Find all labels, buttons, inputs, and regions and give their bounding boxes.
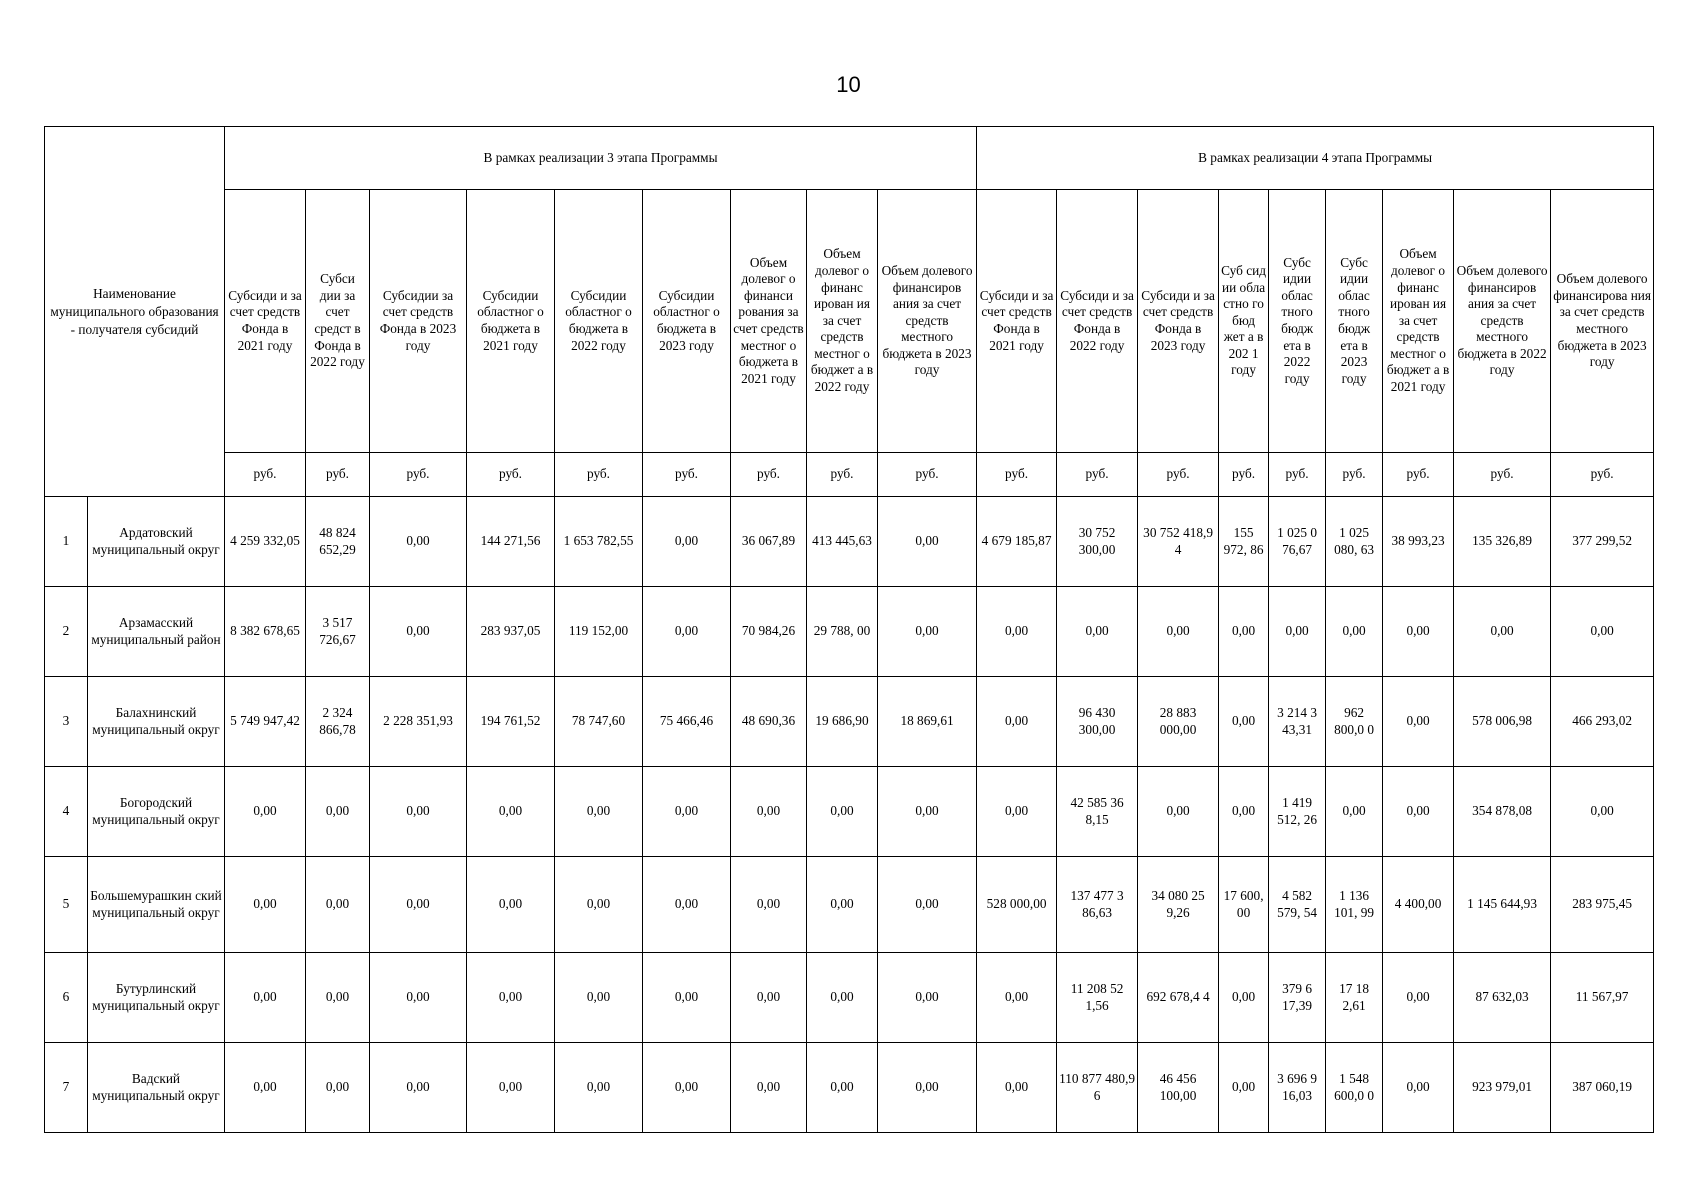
- value-cell: 0,00: [1138, 587, 1219, 677]
- value-cell: 78 747,60: [555, 677, 643, 767]
- row-number: 4: [45, 767, 88, 857]
- column-header-13: Суб сид ии обла стно го бюд жет а в 202 1 году: [1219, 190, 1269, 453]
- value-cell: 0,00: [878, 767, 977, 857]
- value-cell: 0,00: [225, 1043, 306, 1133]
- unit-cell-15: руб.: [1326, 453, 1383, 497]
- unit-cell-12: руб.: [1138, 453, 1219, 497]
- value-cell: 1 025 080, 63: [1326, 497, 1383, 587]
- value-cell: 0,00: [977, 767, 1057, 857]
- value-cell: 48 824 652,29: [306, 497, 370, 587]
- value-cell: 0,00: [370, 497, 467, 587]
- column-header-1: Субсиди и за счет средств Фонда в 2021 году: [225, 190, 306, 453]
- value-cell: 155 972, 86: [1219, 497, 1269, 587]
- value-cell: 4 679 185,87: [977, 497, 1057, 587]
- value-cell: 1 653 782,55: [555, 497, 643, 587]
- value-cell: 119 152,00: [555, 587, 643, 677]
- value-cell: 354 878,08: [1454, 767, 1551, 857]
- value-cell: 18 869,61: [878, 677, 977, 767]
- value-cell: 0,00: [1269, 587, 1326, 677]
- unit-cell-16: руб.: [1383, 453, 1454, 497]
- value-cell: 0,00: [643, 1043, 731, 1133]
- column-header-12: Субсиди и за счет средств Фонда в 2023 году: [1138, 190, 1219, 453]
- table-row: [45, 767, 1654, 857]
- row-number: 5: [45, 857, 88, 953]
- value-cell: 3 517 726,67: [306, 587, 370, 677]
- value-cell: 0,00: [1219, 767, 1269, 857]
- value-cell: 0,00: [731, 953, 807, 1043]
- row-number: 1: [45, 497, 88, 587]
- column-header-4: Субсидии областног о бюджета в 2021 году: [467, 190, 555, 453]
- row-number: 6: [45, 953, 88, 1043]
- value-cell: 30 752 300,00: [1057, 497, 1138, 587]
- value-cell: 11 567,97: [1551, 953, 1654, 1043]
- value-cell: 0,00: [306, 767, 370, 857]
- value-cell: 3 214 3 43,31: [1269, 677, 1326, 767]
- value-cell: 34 080 25 9,26: [1138, 857, 1219, 953]
- value-cell: 0,00: [467, 953, 555, 1043]
- value-cell: 0,00: [225, 857, 306, 953]
- value-cell: 0,00: [977, 677, 1057, 767]
- table-row: [45, 953, 1654, 1043]
- value-cell: 0,00: [467, 1043, 555, 1133]
- value-cell: 1 145 644,93: [1454, 857, 1551, 953]
- value-cell: 0,00: [643, 587, 731, 677]
- value-cell: 0,00: [643, 857, 731, 953]
- value-cell: 0,00: [370, 587, 467, 677]
- value-cell: 0,00: [1551, 767, 1654, 857]
- value-cell: 0,00: [1383, 767, 1454, 857]
- value-cell: 4 582 579, 54: [1269, 857, 1326, 953]
- value-cell: 1 419 512, 26: [1269, 767, 1326, 857]
- value-cell: 283 975,45: [1551, 857, 1654, 953]
- municipality-name: Большемурашкин ский муниципальный округ: [88, 857, 225, 953]
- unit-cell-8: руб.: [807, 453, 878, 497]
- column-header-7: Объем долевог о финанси рования за счет средств местног о бюджета в 2021 году: [731, 190, 807, 453]
- value-cell: 42 585 36 8,15: [1057, 767, 1138, 857]
- value-cell: 0,00: [1219, 953, 1269, 1043]
- value-cell: 0,00: [370, 953, 467, 1043]
- value-cell: 0,00: [1219, 1043, 1269, 1133]
- value-cell: 0,00: [643, 953, 731, 1043]
- column-header-8: Объем долевог о финанс ирован ия за счет средств местног о бюджет а в 2022 году: [807, 190, 878, 453]
- stage4-header: В рамках реализации 4 этапа Программы: [977, 127, 1654, 190]
- value-cell: 0,00: [878, 497, 977, 587]
- value-cell: 36 067,89: [731, 497, 807, 587]
- value-cell: 0,00: [555, 857, 643, 953]
- table-row: [45, 497, 1654, 587]
- value-cell: 0,00: [807, 953, 878, 1043]
- value-cell: 135 326,89: [1454, 497, 1551, 587]
- column-header-10: Субсиди и за счет средств Фонда в 2021 году: [977, 190, 1057, 453]
- subsidy-table: [44, 126, 1654, 1133]
- value-cell: 2 228 351,93: [370, 677, 467, 767]
- value-cell: 0,00: [807, 857, 878, 953]
- value-cell: 0,00: [1326, 767, 1383, 857]
- value-cell: 692 678,4 4: [1138, 953, 1219, 1043]
- value-cell: 96 430 300,00: [1057, 677, 1138, 767]
- column-header-17: Объем долевого финансиров ания за счет средств местного бюджета в 2022 году: [1454, 190, 1551, 453]
- unit-cell-14: руб.: [1269, 453, 1326, 497]
- unit-cell-18: руб.: [1551, 453, 1654, 497]
- value-cell: 413 445,63: [807, 497, 878, 587]
- value-cell: 0,00: [467, 767, 555, 857]
- column-header-2: Субси дии за счет средст в Фонда в 2022 году: [306, 190, 370, 453]
- value-cell: 87 632,03: [1454, 953, 1551, 1043]
- column-header-15: Субс идии облас тного бюдж ета в 2023 году: [1326, 190, 1383, 453]
- value-cell: 1 025 0 76,67: [1269, 497, 1326, 587]
- value-cell: 0,00: [807, 1043, 878, 1133]
- value-cell: 0,00: [878, 953, 977, 1043]
- value-cell: 0,00: [370, 857, 467, 953]
- unit-cell-11: руб.: [1057, 453, 1138, 497]
- unit-cell-4: руб.: [467, 453, 555, 497]
- value-cell: 0,00: [1551, 587, 1654, 677]
- value-cell: 0,00: [555, 1043, 643, 1133]
- municipality-name: Балахнинский муниципальный округ: [88, 677, 225, 767]
- table-row: [45, 1043, 1654, 1133]
- unit-cell-3: руб.: [370, 453, 467, 497]
- value-cell: 0,00: [1383, 587, 1454, 677]
- value-cell: 0,00: [1383, 677, 1454, 767]
- value-cell: 377 299,52: [1551, 497, 1654, 587]
- value-cell: 0,00: [306, 953, 370, 1043]
- value-cell: 4 400,00: [1383, 857, 1454, 953]
- value-cell: 0,00: [1219, 587, 1269, 677]
- value-cell: 144 271,56: [467, 497, 555, 587]
- municipality-name: Богородский муниципальный округ: [88, 767, 225, 857]
- unit-cell-17: руб.: [1454, 453, 1551, 497]
- column-header-14: Субс идии облас тного бюдж ета в 2022 году: [1269, 190, 1326, 453]
- value-cell: 0,00: [1326, 587, 1383, 677]
- value-cell: 0,00: [1454, 587, 1551, 677]
- column-header-9: Объем долевого финансиров ания за счет средств местного бюджета в 2023 году: [878, 190, 977, 453]
- unit-cell-13: руб.: [1219, 453, 1269, 497]
- value-cell: 0,00: [807, 767, 878, 857]
- value-cell: 923 979,01: [1454, 1043, 1551, 1133]
- value-cell: 38 993,23: [1383, 497, 1454, 587]
- unit-cell-10: руб.: [977, 453, 1057, 497]
- value-cell: 283 937,05: [467, 587, 555, 677]
- row-number: 7: [45, 1043, 88, 1133]
- column-header-5: Субсидии областног о бюджета в 2022 году: [555, 190, 643, 453]
- column-header-3: Субсидии за счет средств Фонда в 2023 году: [370, 190, 467, 453]
- value-cell: 75 466,46: [643, 677, 731, 767]
- table-row: [45, 857, 1654, 953]
- value-cell: 0,00: [878, 857, 977, 953]
- value-cell: 0,00: [1057, 587, 1138, 677]
- value-cell: 0,00: [731, 857, 807, 953]
- value-cell: 137 477 3 86,63: [1057, 857, 1138, 953]
- value-cell: 0,00: [555, 767, 643, 857]
- value-cell: 1 136 101, 99: [1326, 857, 1383, 953]
- value-cell: 46 456 100,00: [1138, 1043, 1219, 1133]
- value-cell: 578 006,98: [1454, 677, 1551, 767]
- value-cell: 17 600, 00: [1219, 857, 1269, 953]
- value-cell: 28 883 000,00: [1138, 677, 1219, 767]
- value-cell: 0,00: [1383, 1043, 1454, 1133]
- value-cell: 387 060,19: [1551, 1043, 1654, 1133]
- value-cell: 0,00: [225, 767, 306, 857]
- table-row: [45, 677, 1654, 767]
- column-header-18: Объем долевого финансирова ния за счет средств местного бюджета в 2023 году: [1551, 190, 1654, 453]
- stage3-header: В рамках реализации 3 этапа Программы: [225, 127, 977, 190]
- unit-cell-5: руб.: [555, 453, 643, 497]
- value-cell: 19 686,90: [807, 677, 878, 767]
- value-cell: 528 000,00: [977, 857, 1057, 953]
- value-cell: 0,00: [370, 767, 467, 857]
- unit-cell-1: руб.: [225, 453, 306, 497]
- municipality-name-header: Наименование муниципального образования - получателя субсидий: [45, 127, 225, 497]
- value-cell: 48 690,36: [731, 677, 807, 767]
- value-cell: 0,00: [1383, 953, 1454, 1043]
- unit-cell-2: руб.: [306, 453, 370, 497]
- column-header-16: Объем долевог о финанс ирован ия за счет средств местног о бюджет а в 2021 году: [1383, 190, 1454, 453]
- value-cell: 0,00: [731, 767, 807, 857]
- municipality-name: Бутурлинский муниципальный округ: [88, 953, 225, 1043]
- value-cell: 0,00: [555, 953, 643, 1043]
- municipality-name: Вадский муниципальный округ: [88, 1043, 225, 1133]
- value-cell: 70 984,26: [731, 587, 807, 677]
- value-cell: 0,00: [306, 1043, 370, 1133]
- value-cell: 0,00: [977, 953, 1057, 1043]
- value-cell: 0,00: [370, 1043, 467, 1133]
- value-cell: 1 548 600,0 0: [1326, 1043, 1383, 1133]
- value-cell: 0,00: [643, 767, 731, 857]
- column-header-6: Субсидии областног о бюджета в 2023 году: [643, 190, 731, 453]
- unit-cell-7: руб.: [731, 453, 807, 497]
- value-cell: 2 324 866,78: [306, 677, 370, 767]
- value-cell: 0,00: [878, 587, 977, 677]
- table-row: [45, 587, 1654, 677]
- municipality-name: Ардатовский муниципальный округ: [88, 497, 225, 587]
- value-cell: 0,00: [467, 857, 555, 953]
- value-cell: 30 752 418,9 4: [1138, 497, 1219, 587]
- value-cell: 0,00: [306, 857, 370, 953]
- row-number: 2: [45, 587, 88, 677]
- value-cell: 8 382 678,65: [225, 587, 306, 677]
- row-number: 3: [45, 677, 88, 767]
- value-cell: 0,00: [1219, 677, 1269, 767]
- value-cell: 0,00: [225, 953, 306, 1043]
- value-cell: 11 208 52 1,56: [1057, 953, 1138, 1043]
- value-cell: 0,00: [977, 1043, 1057, 1133]
- value-cell: 962 800,0 0: [1326, 677, 1383, 767]
- value-cell: 3 696 9 16,03: [1269, 1043, 1326, 1133]
- value-cell: 379 6 17,39: [1269, 953, 1326, 1043]
- value-cell: 0,00: [977, 587, 1057, 677]
- value-cell: 29 788, 00: [807, 587, 878, 677]
- value-cell: 194 761,52: [467, 677, 555, 767]
- value-cell: 4 259 332,05: [225, 497, 306, 587]
- unit-cell-9: руб.: [878, 453, 977, 497]
- unit-cell-6: руб.: [643, 453, 731, 497]
- value-cell: 110 877 480,9 6: [1057, 1043, 1138, 1133]
- municipality-name: Арзамасский муниципальный район: [88, 587, 225, 677]
- value-cell: 0,00: [643, 497, 731, 587]
- value-cell: 466 293,02: [1551, 677, 1654, 767]
- value-cell: 0,00: [878, 1043, 977, 1133]
- page-number: 10: [836, 72, 861, 97]
- column-header-11: Субсиди и за счет средств Фонда в 2022 году: [1057, 190, 1138, 453]
- value-cell: 0,00: [1138, 767, 1219, 857]
- value-cell: 17 18 2,61: [1326, 953, 1383, 1043]
- value-cell: 5 749 947,42: [225, 677, 306, 767]
- value-cell: 0,00: [731, 1043, 807, 1133]
